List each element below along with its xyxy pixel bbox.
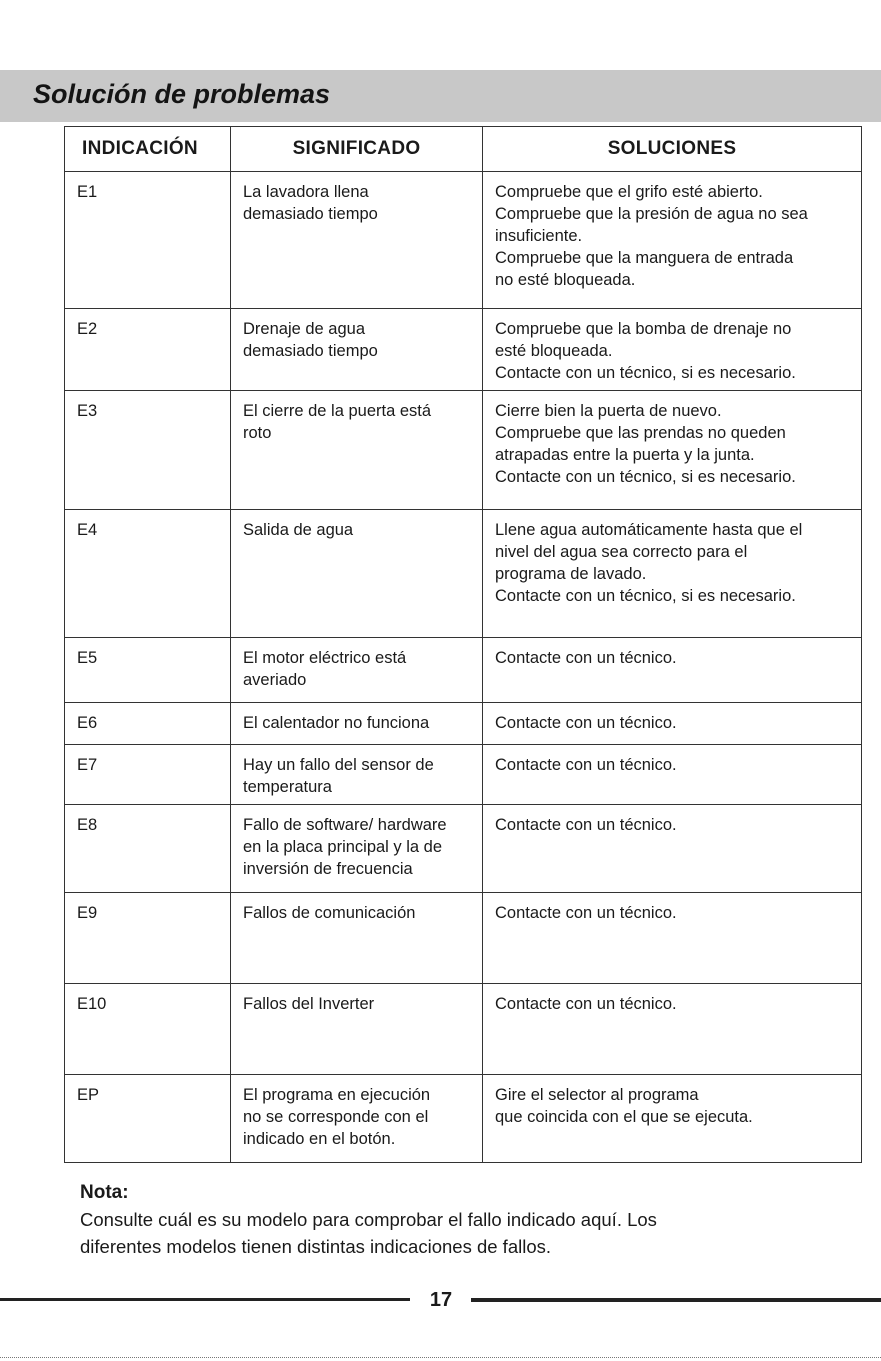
cell-solution: [483, 510, 862, 638]
meaning-text: Fallo de software/ hardware en la placa principal y la de inversión de frecuencia: [243, 816, 447, 878]
cell-code: [65, 745, 231, 805]
cell-solution: [483, 172, 862, 309]
cell-code: [65, 893, 231, 984]
page-number: 17: [429, 1289, 453, 1311]
table-row: [65, 309, 862, 391]
header-significado: SIGNIFICADO: [231, 127, 483, 172]
solution-text: Gire el selector al programa que coincida con el que se ejecuta.: [495, 1086, 753, 1126]
code-text: E6: [77, 714, 98, 732]
cell-code: [65, 805, 231, 893]
table-row: [65, 703, 862, 745]
note-section: [80, 1180, 800, 1260]
code-text: E8: [77, 816, 98, 834]
meaning-text: Salida de agua: [243, 521, 354, 539]
footer-rule-right: [471, 1298, 881, 1302]
cell-meaning: [231, 172, 483, 309]
cell-solution: [483, 391, 862, 510]
cell-code: [65, 638, 231, 703]
code-text: E9: [77, 904, 98, 922]
code-text: E3: [77, 402, 98, 420]
fault-code-table-container: [64, 126, 861, 1160]
cell-meaning: [231, 703, 483, 745]
table-header-row: [65, 127, 862, 172]
meaning-text: El calentador no funciona: [243, 714, 430, 732]
code-text: EP: [77, 1086, 100, 1104]
cell-solution: [483, 309, 862, 391]
solution-text: Contacte con un técnico.: [495, 756, 677, 774]
code-text: E7: [77, 756, 98, 774]
solution-text: Contacte con un técnico.: [495, 714, 677, 732]
solution-text: Llene agua automáticamente hasta que el nivel del agua sea correcto para el programa de lavado. Contacte con un técnico, si es necesario.: [495, 521, 803, 605]
cell-solution: [483, 805, 862, 893]
solution-text: Cierre bien la puerta de nuevo. Compruebe que las prendas no queden atrapadas entre la puerta y la junta. Contacte con un técnico, si es necesario.: [495, 402, 796, 486]
cell-meaning: [231, 984, 483, 1075]
table-row: [65, 1075, 862, 1163]
header-soluciones: SOLUCIONES: [483, 127, 862, 172]
cell-meaning: [231, 391, 483, 510]
cell-solution: [483, 638, 862, 703]
meaning-text: El cierre de la puerta está roto: [243, 402, 432, 442]
table-row: [65, 745, 862, 805]
cell-meaning: [231, 638, 483, 703]
meaning-text: El programa en ejecución no se corresponde con el indicado en el botón.: [243, 1086, 431, 1148]
solution-text: Compruebe que el grifo esté abierto. Compruebe que la presión de agua no sea insuficiente. Compruebe que la manguera de entrada no esté bloqueada.: [495, 183, 808, 289]
cell-code: [65, 510, 231, 638]
cell-meaning: [231, 805, 483, 893]
table-row: [65, 172, 862, 309]
cell-meaning: [231, 510, 483, 638]
solution-text: Contacte con un técnico.: [495, 816, 677, 834]
header-indicacion: INDICACIÓN: [65, 127, 231, 172]
cell-solution: [483, 703, 862, 745]
table-row: [65, 391, 862, 510]
meaning-text: La lavadora llena demasiado tiempo: [243, 183, 378, 223]
section-title-bar: [0, 70, 881, 122]
solution-text: Compruebe que la bomba de drenaje no esté bloqueada. Contacte con un técnico, si es necesario.: [495, 320, 796, 382]
cell-code: [65, 309, 231, 391]
solution-text: Contacte con un técnico.: [495, 649, 677, 667]
note-title: Nota:: [80, 1182, 129, 1203]
code-text: E10: [77, 995, 107, 1013]
meaning-text: Drenaje de agua demasiado tiempo: [243, 320, 378, 360]
table-row: [65, 805, 862, 893]
meaning-text: Fallos del Inverter: [243, 995, 375, 1013]
table-row: [65, 510, 862, 638]
cell-code: [65, 703, 231, 745]
cell-meaning: [231, 309, 483, 391]
meaning-text: Fallos de comunicación: [243, 904, 416, 922]
code-text: E2: [77, 320, 98, 338]
meaning-text: Hay un fallo del sensor de temperatura: [243, 756, 434, 796]
page-title: Solución de problemas: [33, 79, 331, 109]
table-row: [65, 638, 862, 703]
cell-solution: [483, 745, 862, 805]
cell-solution: [483, 984, 862, 1075]
cell-meaning: [231, 893, 483, 984]
cell-solution: [483, 1075, 862, 1163]
page-bottom-edge: [0, 1357, 881, 1359]
footer-rule-left: [0, 1298, 410, 1301]
cell-code: [65, 172, 231, 309]
code-text: E1: [77, 183, 98, 201]
cell-meaning: [231, 1075, 483, 1163]
solution-text: Contacte con un técnico.: [495, 904, 677, 922]
cell-code: [65, 391, 231, 510]
solution-text: Contacte con un técnico.: [495, 995, 677, 1013]
note-body: Consulte cuál es su modelo para comprobar el fallo indicado aquí. Los diferentes modelos tienen distintas indicaciones de fallos.: [80, 1209, 657, 1257]
code-text: E4: [77, 521, 98, 539]
table-row: [65, 984, 862, 1075]
fault-code-table: [64, 126, 862, 1163]
cell-solution: [483, 893, 862, 984]
cell-code: [65, 984, 231, 1075]
cell-meaning: [231, 745, 483, 805]
table-row: [65, 893, 862, 984]
code-text: E5: [77, 649, 98, 667]
cell-code: [65, 1075, 231, 1163]
meaning-text: El motor eléctrico está averiado: [243, 649, 407, 689]
